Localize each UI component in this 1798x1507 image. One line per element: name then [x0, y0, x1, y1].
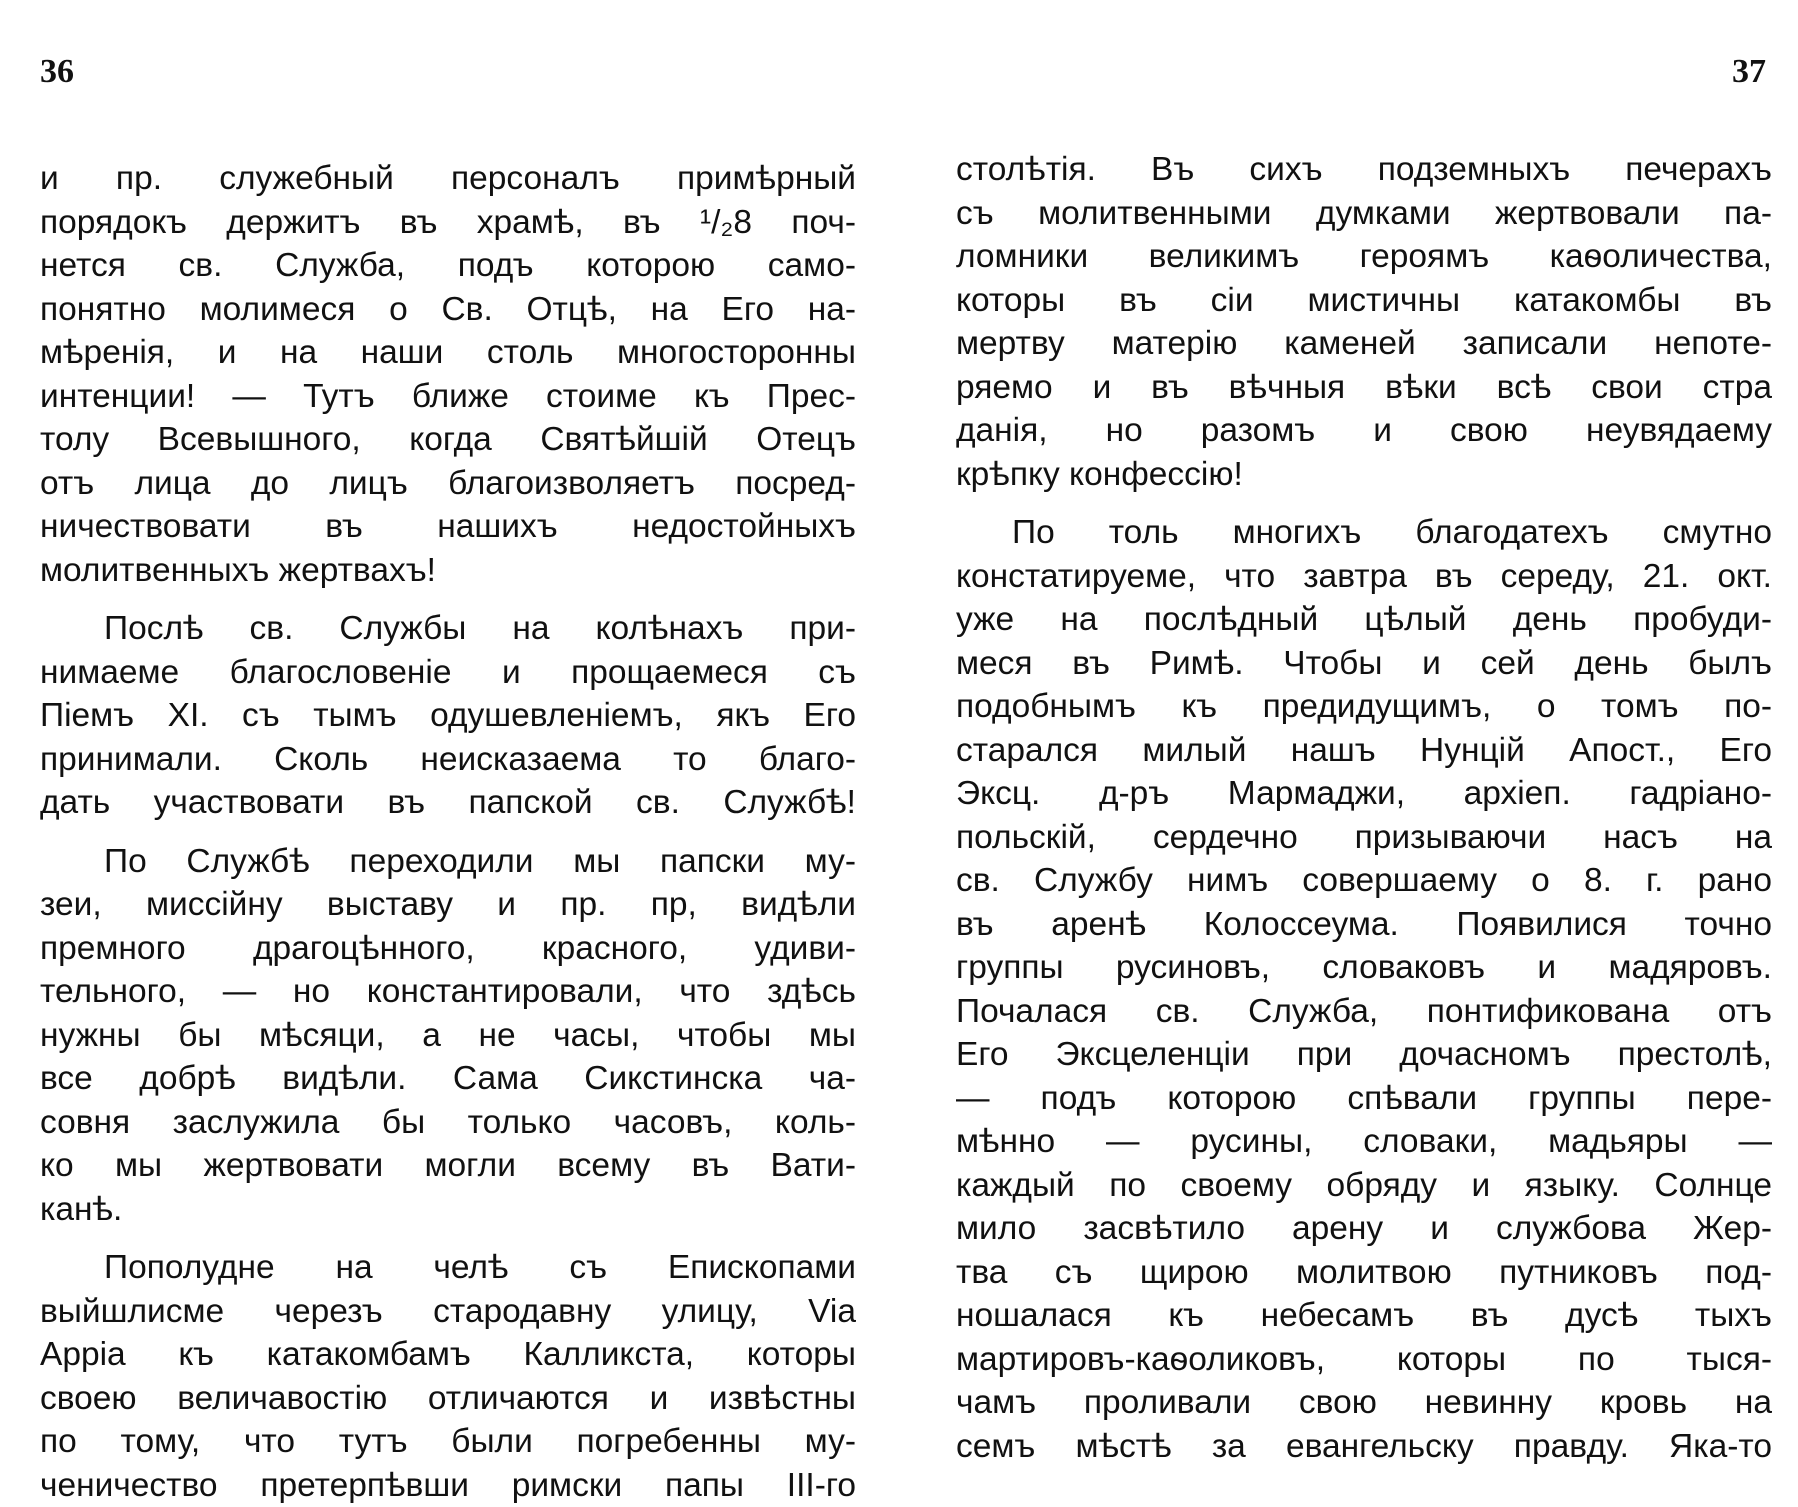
text-line: своею величавостію отличаются и извѣстны [40, 1377, 856, 1421]
text-line: съ молитвенными думками жертвовали па- [956, 192, 1772, 236]
left-text-column [40, 157, 856, 1507]
text-line: крѣпку конфессію! [956, 453, 1772, 497]
paragraph [40, 840, 856, 1232]
text-line: По Службѣ переходили мы папски му- [40, 840, 856, 884]
text-line: ношалася къ небесамъ въ дусѣ тыхъ [956, 1294, 1772, 1338]
text-line: интенции! — Тутъ ближе стоиме къ Прес- [40, 375, 856, 419]
text-line: Appia къ катакомбамъ Калликста, которы [40, 1333, 856, 1377]
text-line: молитвенныхъ жертвахъ! [40, 549, 856, 593]
text-line: ко мы жертвовати могли всему въ Вати- [40, 1144, 856, 1188]
text-line: Эксц. д-ръ Мармаджи, архіеп. гадріано- [956, 772, 1772, 816]
text-line: чамъ проливали свою невинну кровь на [956, 1381, 1772, 1425]
paragraph [40, 607, 856, 825]
page-number-left: 36 [40, 52, 74, 92]
right-page [899, 0, 1798, 1500]
text-line: старался милый нашъ Нунцій Апост., Его [956, 729, 1772, 773]
text-line: порядокъ держитъ въ храмѣ, въ ¹/₂8 поч- [40, 201, 856, 245]
text-line: тельного, — но константировали, что здѣсь [40, 970, 856, 1014]
text-line: тва съ щирою молитвою путниковъ под- [956, 1251, 1772, 1295]
text-line: въ аренѣ Колоссеума. Появилися точно [956, 903, 1772, 947]
text-line: по тому, что тутъ были погребенны му- [40, 1420, 856, 1464]
text-line: семъ мѣстѣ за евангельску правду. Яка-то [956, 1425, 1772, 1469]
text-line: ломники великимъ героямъ каѳоличества, [956, 235, 1772, 279]
text-line: нимаеме благословеніе и прощаемеся съ [40, 651, 856, 695]
paragraph [40, 157, 856, 592]
text-line: принимали. Сколь неисказаема то благо- [40, 738, 856, 782]
text-line: ничествовати въ нашихъ недостойныхъ [40, 505, 856, 549]
text-line: совня заслужила бы только часовъ, коль- [40, 1101, 856, 1145]
text-line: польскій, сердечно призываючи насъ на [956, 816, 1772, 860]
paragraph [40, 1246, 856, 1507]
text-line: ченичество претерпѣвши римски папы III-го [40, 1464, 856, 1507]
text-line: каждый по своему обряду и языку. Солнце [956, 1164, 1772, 1208]
text-line: столѣтія. Въ сихъ подземныхъ печерахъ [956, 148, 1772, 192]
text-line: Пополудне на челѣ съ Епископами [40, 1246, 856, 1290]
text-line: По толь многихъ благодатехъ смутно [956, 511, 1772, 555]
text-line: мартировъ-каѳоликовъ, которы по тыся- [956, 1338, 1772, 1382]
text-line: Его Эксцеленціи при дочасномъ престолѣ, [956, 1033, 1772, 1077]
text-line: констатируеме, что завтра въ середу, 21. окт. [956, 555, 1772, 599]
right-text-column [956, 148, 1772, 1468]
text-line: уже на послѣдный цѣлый день пробуди- [956, 598, 1772, 642]
text-line: которы въ сіи мистичны катакомбы въ [956, 279, 1772, 323]
text-line: отъ лица до лицъ благоизволяетъ посред- [40, 462, 856, 506]
paragraph [956, 148, 1772, 496]
text-line: св. Службу нимъ совершаему о 8. г. рано [956, 859, 1772, 903]
text-line: и пр. служебный персоналъ примѣрный [40, 157, 856, 201]
text-line: Послѣ св. Службы на колѣнахъ при- [40, 607, 856, 651]
text-line: Почалася св. Служба, понтификована отъ [956, 990, 1772, 1034]
text-line: премного драгоцѣнного, красного, удиви- [40, 927, 856, 971]
text-line: нужны бы мѣсяци, а не часы, чтобы мы [40, 1014, 856, 1058]
text-line: группы русиновъ, словаковъ и мадяровъ. [956, 946, 1772, 990]
text-line: мертву матерію каменей записали непоте- [956, 322, 1772, 366]
text-line: подобнымъ къ предидущимъ, о томъ по- [956, 685, 1772, 729]
text-line: зеи, миссійну выставу и пр. пр, видѣли [40, 883, 856, 927]
text-line: данія, но разомъ и свою неувядаему [956, 409, 1772, 453]
text-line: Піемъ XI. съ тымъ одушевленіемъ, якъ Его [40, 694, 856, 738]
text-line: — подъ которою спѣвали группы пере- [956, 1077, 1772, 1121]
text-line: мѣнно — русины, словаки, мадьяры — [956, 1120, 1772, 1164]
text-line: все добрѣ видѣли. Сама Сикстинска ча- [40, 1057, 856, 1101]
page-number-right: 37 [1732, 52, 1766, 92]
text-line: выйшлисме черезъ стародавну улицу, Via [40, 1290, 856, 1334]
text-line: толу Всевышного, когда Святѣйшій Отецъ [40, 418, 856, 462]
text-line: мило засвѣтило арену и службова Жер- [956, 1207, 1772, 1251]
text-line: дать участвовати въ папской св. Службѣ! [40, 781, 856, 825]
text-line: мѣренія, и на наши столь многосторонны [40, 331, 856, 375]
text-line: ряемо и въ вѣчныя вѣки всѣ свои стра [956, 366, 1772, 410]
text-line: нется св. Служба, подъ которою само- [40, 244, 856, 288]
paragraph [956, 511, 1772, 1468]
text-line: канѣ. [40, 1188, 856, 1232]
left-page [0, 0, 899, 1500]
text-line: понятно молимеся о Св. Отцѣ, на Его на- [40, 288, 856, 332]
text-line: меся въ Римѣ. Чтобы и сей день былъ [956, 642, 1772, 686]
